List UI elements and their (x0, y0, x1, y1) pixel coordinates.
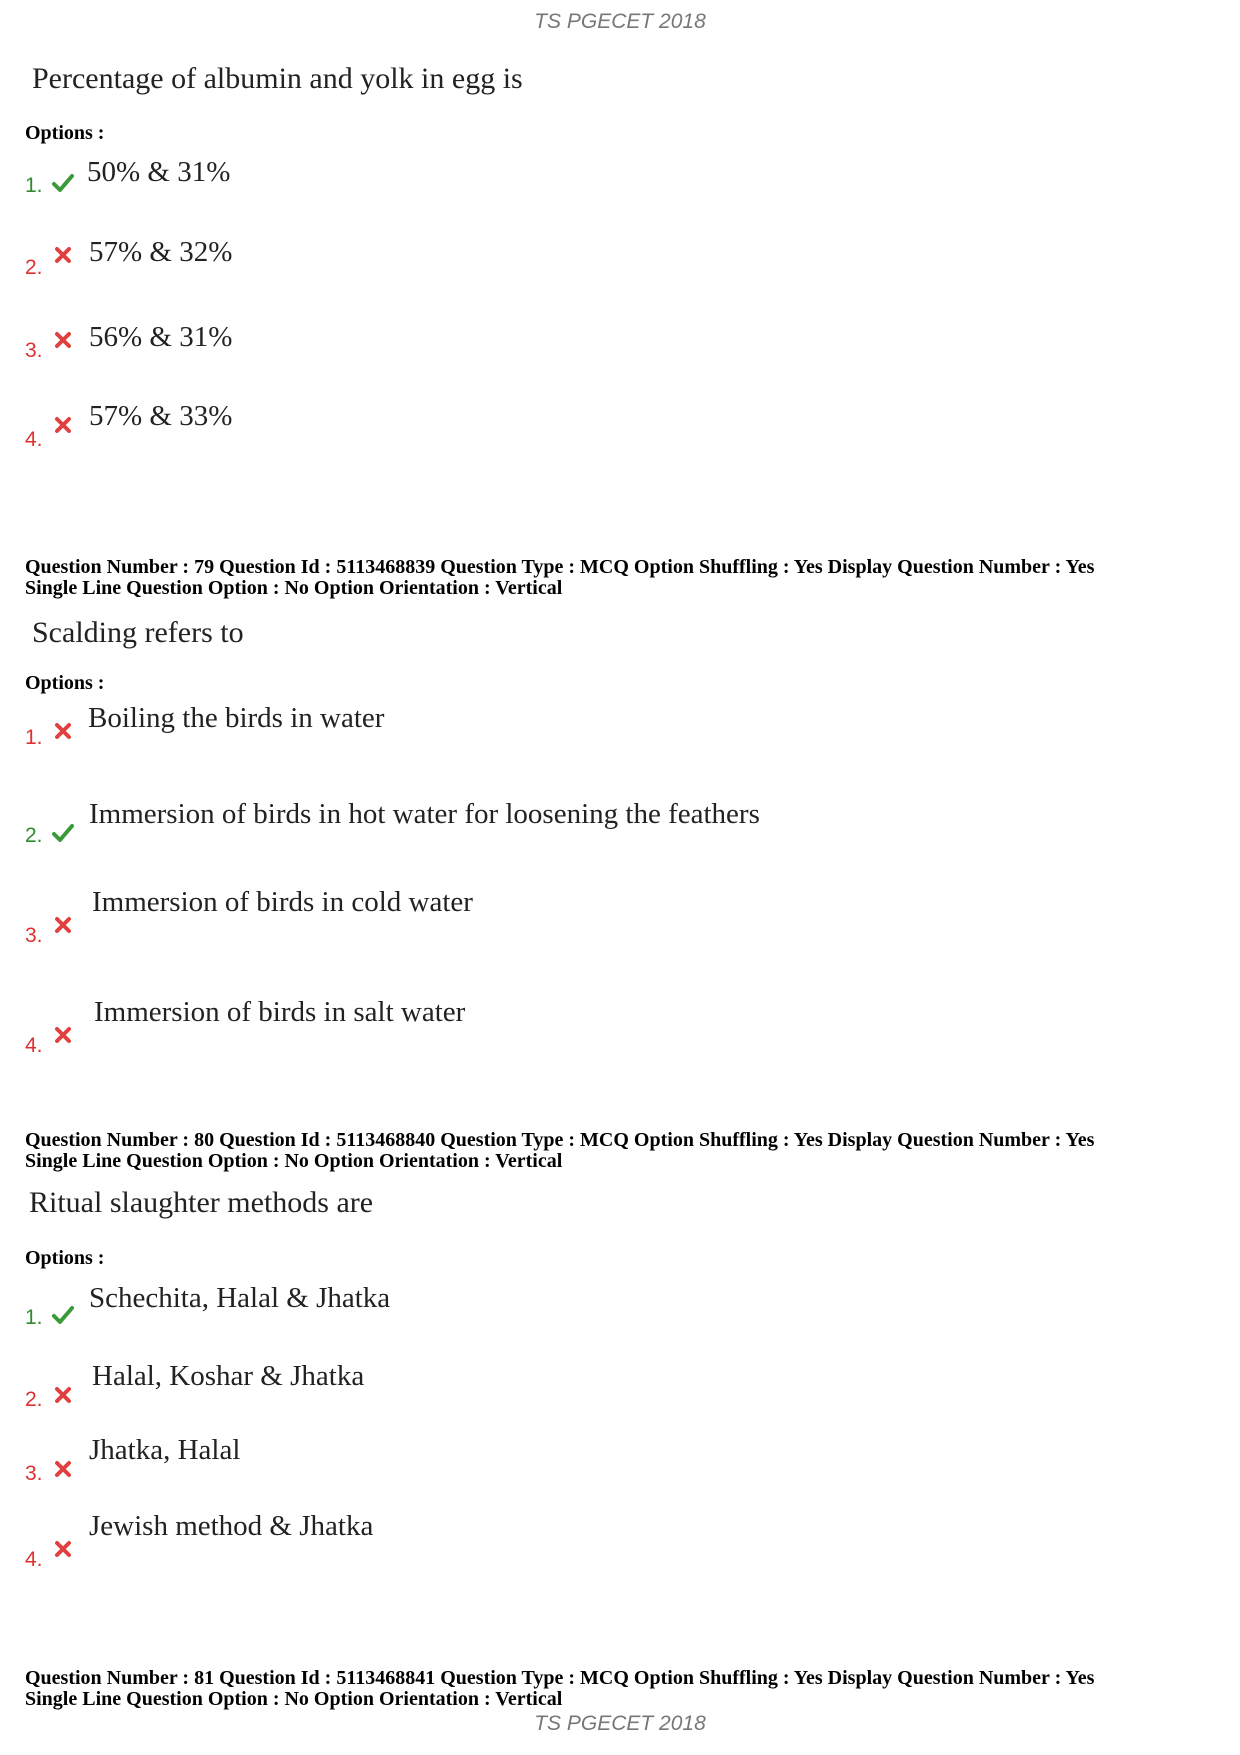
option-item (25, 400, 1125, 472)
option-item (25, 156, 1125, 220)
option-number: 1. (25, 174, 43, 197)
check-icon (52, 172, 74, 194)
cross-icon (52, 1384, 74, 1406)
question-meta (25, 1130, 1094, 1172)
option-item (25, 702, 1125, 772)
option-text: 57% & 33% (89, 400, 233, 432)
option-number: 4. (25, 428, 43, 451)
question-meta-line: Single Line Question Option : No Option Orientation : Vertical (25, 1688, 563, 1710)
option-text: 57% & 32% (89, 236, 233, 268)
options-label: Options : (25, 1247, 105, 1269)
option-text: Schechita, Halal & Jhatka (89, 1282, 391, 1314)
question-meta-line: Single Line Question Option : No Option Orientation : Vertical (25, 1150, 563, 1172)
options-label: Options : (25, 122, 105, 144)
option-number: 4. (25, 1034, 43, 1057)
option-number: 2. (25, 824, 43, 847)
question-text: Percentage of albumin and yolk in egg is (32, 62, 523, 95)
cross-icon (52, 1458, 74, 1480)
cross-icon (52, 720, 74, 742)
options-label: Options : (25, 672, 105, 694)
option-number: 1. (25, 726, 43, 749)
cross-icon (52, 414, 74, 436)
question-meta-line: Question Number : 81 Question Id : 5113468841 Question Type : MCQ Option Shuffling : Yes Display Question Number : Yes (25, 1667, 1095, 1689)
option-number: 3. (25, 339, 43, 362)
option-number: 2. (25, 1388, 43, 1411)
option-text: Jewish method & Jhatka (89, 1510, 374, 1542)
option-number: 3. (25, 924, 43, 947)
option-text: Jhatka, Halal (89, 1434, 241, 1466)
question-meta-line: Single Line Question Option : No Option Orientation : Vertical (25, 577, 563, 599)
question-meta-line: Question Number : 80 Question Id : 5113468840 Question Type : MCQ Option Shuffling : Yes Display Question Number : Yes (25, 1129, 1095, 1151)
question-text: Scalding refers to (32, 616, 244, 649)
cross-icon (52, 1024, 74, 1046)
option-text: 56% & 31% (89, 321, 233, 353)
option-item (25, 1434, 1125, 1508)
option-text: Immersion of birds in salt water (94, 996, 466, 1028)
question-meta-line: Question Number : 79 Question Id : 5113468839 Question Type : MCQ Option Shuffling : Yes Display Question Number : Yes (25, 556, 1095, 578)
option-text: Immersion of birds in cold water (92, 886, 473, 918)
option-item (25, 1282, 1125, 1352)
option-text: Boiling the birds in water (88, 702, 385, 734)
cross-icon (52, 1538, 74, 1560)
check-icon (52, 822, 74, 844)
option-text: Immersion of birds in hot water for loosening the feathers (89, 798, 760, 830)
cross-icon (52, 244, 74, 266)
option-item (25, 1360, 1125, 1434)
page-footer: TS PGECET 2018 (534, 1712, 706, 1735)
option-item (25, 886, 1125, 970)
option-number: 2. (25, 256, 43, 279)
option-number: 1. (25, 1306, 43, 1329)
option-item (25, 1510, 1125, 1594)
page-header: TS PGECET 2018 (534, 10, 706, 33)
question-meta (25, 557, 1094, 599)
option-text: Halal, Koshar & Jhatka (92, 1360, 365, 1392)
question-meta (25, 1668, 1094, 1710)
option-number: 4. (25, 1548, 43, 1571)
cross-icon (52, 329, 74, 351)
check-icon (52, 1304, 74, 1326)
question-text: Ritual slaughter methods are (29, 1186, 374, 1219)
option-item (25, 321, 1125, 385)
option-item (25, 798, 1125, 870)
option-item (25, 236, 1125, 300)
cross-icon (52, 914, 74, 936)
option-text: 50% & 31% (87, 156, 231, 188)
option-number: 3. (25, 1462, 43, 1485)
option-item (25, 996, 1125, 1080)
